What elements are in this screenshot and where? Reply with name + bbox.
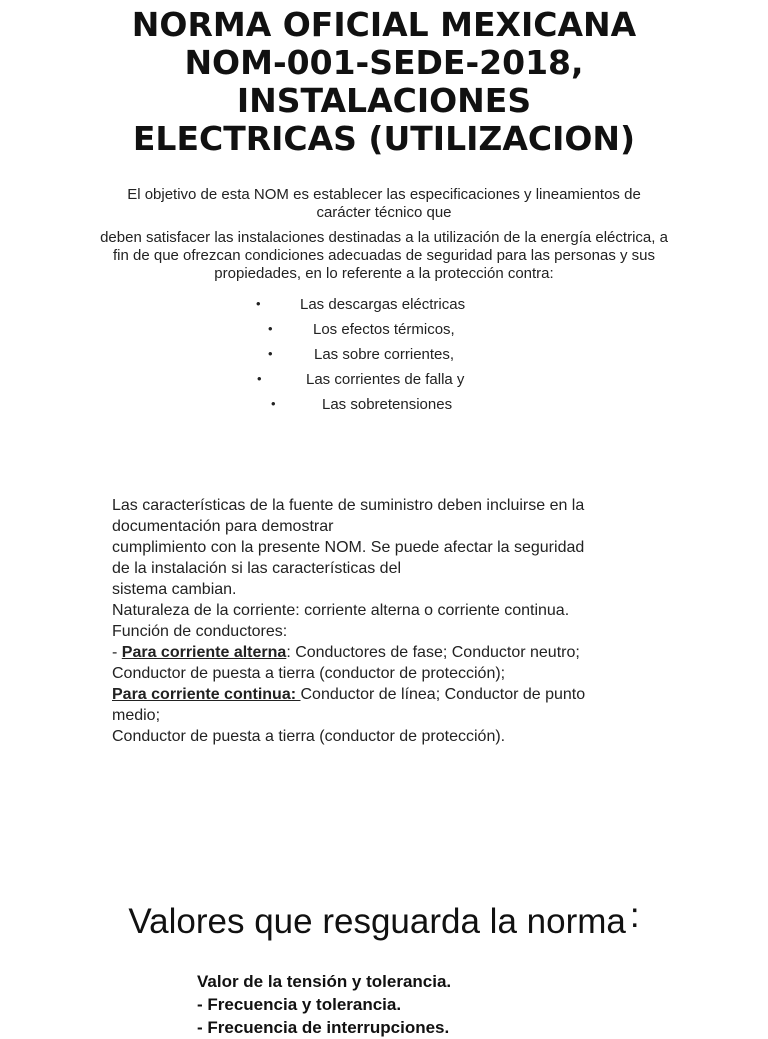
values-list bbox=[197, 970, 697, 1039]
bullet-icon: • bbox=[268, 346, 273, 361]
supply-characteristics-section bbox=[112, 495, 657, 747]
title-line: NOM-001-SEDE-2018, bbox=[184, 43, 584, 82]
body-line: sistema cambian. bbox=[112, 581, 237, 598]
ac-label: Para corriente alterna bbox=[121, 644, 287, 661]
body-line: documentación para demostrar bbox=[112, 518, 334, 535]
title-line: INSTALACIONES bbox=[236, 81, 532, 120]
bullet-icon: • bbox=[256, 296, 261, 311]
title-line: NORMA OFICIAL MEXICANA bbox=[131, 5, 637, 44]
list-item-text: Las descargas eléctricas bbox=[300, 296, 466, 313]
body-line: de la instalación si las características del bbox=[112, 560, 402, 577]
bullet-icon: • bbox=[268, 321, 273, 336]
document-title bbox=[40, 6, 728, 158]
intro-paragraph-1: El objetivo de esta NOM es establecer las especificaciones y lineamientos de carácter técnico que bbox=[127, 186, 641, 221]
dc-text: Conductor de línea; Conductor de punto bbox=[300, 686, 586, 703]
body-line: medio; bbox=[112, 707, 161, 724]
body-line: cumplimiento con la presente NOM. Se puede afectar la seguridad bbox=[112, 539, 585, 556]
list-item-text: Las corrientes de falla y bbox=[306, 371, 465, 388]
list-item: - Frecuencia de interrupciones. bbox=[197, 1018, 450, 1037]
list-item-text: Los efectos térmicos, bbox=[313, 321, 455, 338]
values-heading-colon: : bbox=[629, 896, 640, 935]
body-line: Conductor de puesta a tierra (conductor de protección). bbox=[112, 728, 506, 745]
values-heading-text: Valores que resguarda la norma bbox=[128, 902, 626, 941]
list-item-text: Las sobre corrientes, bbox=[314, 346, 455, 363]
list-item: - Frecuencia y tolerancia. bbox=[197, 995, 402, 1014]
intro-paragraph-2: deben satisfacer las instalaciones destinadas a la utilización de la energía eléctrica, a fin de que ofrezcan condiciones adecuadas de seguridad para las personas y sus propiedades, en lo referente a la protección contra: bbox=[100, 229, 668, 282]
dc-conductors-line bbox=[112, 684, 657, 705]
list-item-text: Las sobretensiones bbox=[322, 396, 453, 413]
body-line: Conductor de puesta a tierra (conductor de protección); bbox=[112, 665, 506, 682]
dash-prefix: - bbox=[112, 644, 122, 661]
ac-text: : Conductores de fase; Conductor neutro; bbox=[286, 644, 580, 661]
bullet-icon: • bbox=[257, 371, 262, 386]
bullet-icon: • bbox=[271, 396, 276, 411]
list-item: Valor de la tensión y tolerancia. bbox=[197, 972, 452, 991]
values-heading bbox=[0, 896, 768, 944]
dc-label: Para corriente continua: bbox=[112, 686, 301, 703]
body-line: Función de conductores: bbox=[112, 623, 288, 640]
body-line: Las características de la fuente de suministro deben incluirse en la bbox=[112, 497, 585, 514]
body-line: Naturaleza de la corriente: corriente alterna o corriente continua. bbox=[112, 602, 570, 619]
ac-conductors-line bbox=[112, 642, 657, 663]
title-line: ELECTRICAS (UTILIZACION) bbox=[132, 119, 636, 158]
